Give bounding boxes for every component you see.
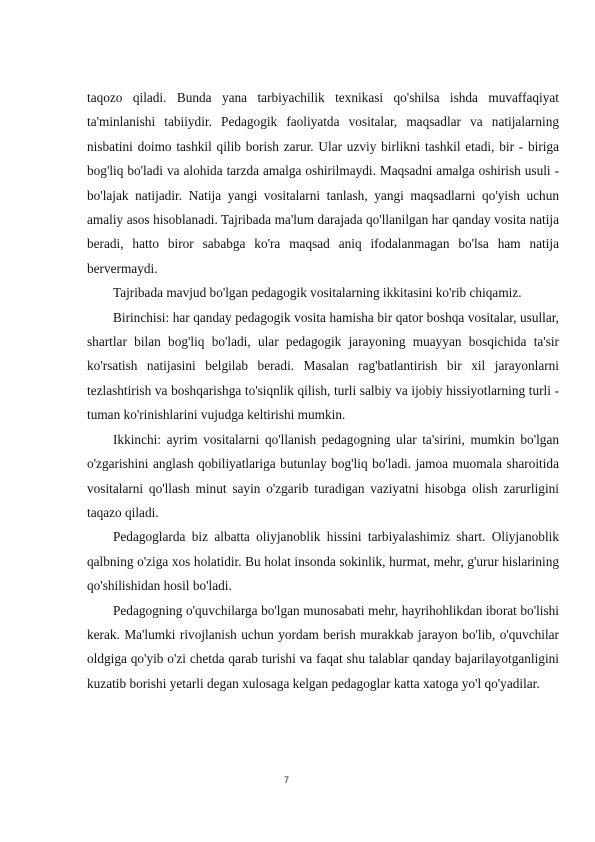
paragraph-intro-tools: Tajribada mavjud bo'lgan pedagogik vositalarning ikkitasini ko'rib chiqamiz.	[113, 285, 522, 301]
paragraph-nobility: Pedagoglarda biz albatta oliyjanoblik hissini tarbiyalashimiz shart. Oliyjanoblik qalbning o'ziga xos holatidir. Bu holat insonda sokinlik, hurmat, mehr, g'urur hislarining qo'shilishidan hosil bo'ladi.	[87, 529, 559, 594]
paragraph-second-point: Ikkinchi: ayrim vositalarni qo'llanish pedagogning ular ta'sirini, mumkin bo'lgan o'zgarishini anglash qobiliyatlariga butunlay bog'liq bo'ladi. jamoa muomala sharoitida vositalarni qo'llash minut sayin o'zgarib turadigan vaziyatni hisobga olish zarurligini taqazo qiladi.	[87, 431, 559, 520]
page-number: 7	[284, 775, 290, 785]
paragraph-continuation: taqozo qiladi. Bunda yana tarbiyachilik texnikasi qo'shilsa ishda muvaffaqiyat ta'minlanishi tabiiydir. Pedagogik faoliyatda vositalar, maqsadlar va natijalarning nisbatini doimo tashkil qilib borish zarur. Ular uzviy birlikni tashkil etadi, bir - biriga bog'liq bo'ladi va alohida tarzda amalga oshirilmaydi. Maqsadni amalga oshirish usuli - bo'lajak natijadir. Natija yangi vositalarni tanlash, yangi maqsadlarni qo'yish uchun amaliy asos hisoblanadi. Tajribada ma'lum darajada qo'llanilgan har qanday vosita natija beradi, hatto biror sababga ko'ra maqsad aniq ifodalanmagan bo'lsa ham natija bervermaydi.	[87, 90, 559, 276]
paragraph-first-point: Birinchisi: har qanday pedagogik vosita hamisha bir qator boshqa vositalar, usullar, shartlar bilan bog'liq bo'ladi, ular pedagogik jarayoning muayyan bosqichida ta'sir ko'rsatish natijasini belgilab beradi. Masalan rag'batlantirish bir xil jarayonlarni tezlashtirish va boshqarishga to'siqnlik qilish, turli salbiy va ijobiy hissiyotlarning turli - tuman ko'rinishlarini vujudga keltirishi mumkin.	[87, 309, 559, 423]
body-text	[87, 86, 559, 696]
paragraph-teacher-attitude: Pedagogning o'quvchilarga bo'lgan munosabati mehr, hayrihohlikdan iborat bo'lishi kerak. Ma'lumki rivojlanish uchun yordam berish murakkab jarayon bo'lib, o'quvchilar oldgiga qo'yib o'zi chetda qarab turishi va faqat shu talablar qanday bajarilayotganligini kuzatib borishi yetarli degan xulosaga kelgan pedagoglar katta xatoga yo'l qo'yadilar.	[87, 602, 559, 691]
